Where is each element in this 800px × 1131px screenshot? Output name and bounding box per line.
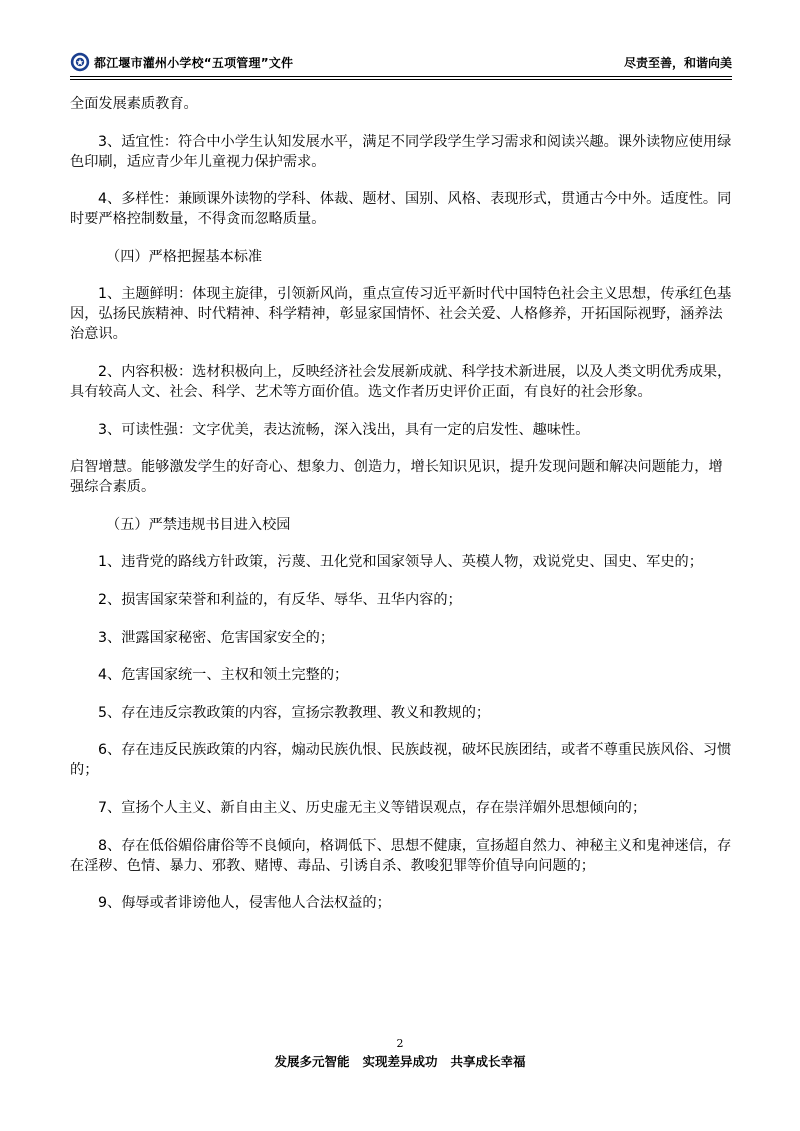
list-item: 2、损害国家荣誉和利益的，有反华、辱华、丑华内容的； — [98, 591, 462, 608]
paragraph: 4、多样性：兼顾课外读物的学科、体裁、题材、国别、风格、表现形式，贯通古今中外。适度性。同时要严格控制数量，不得贪而忽略质量。 — [70, 191, 732, 228]
list-item: 5、存在违反宗教政策的内容，宣扬宗教教理、教义和教规的； — [98, 704, 491, 721]
paragraph: 1、主题鲜明：体现主旋律，引领新风尚，重点宣传习近平新时代中国特色社会主义思想，传承红色基因，弘扬民族精神、时代精神、科学精神，彰显家国情怀、社会关爱、人格修养，开拓国际视野，涵养法治意识。 — [70, 286, 732, 343]
section-heading: （四）严格把握基本标准 — [106, 248, 263, 265]
list-item: 7、宣扬个人主义、新自由主义、历史虚无主义等错误观点，存在崇洋媚外思想倾向的； — [98, 799, 647, 816]
paragraph: 3、可读性强：文字优美，表达流畅，深入浅出，具有一定的启发性、趣味性。 — [98, 421, 590, 438]
list-item: 9、侮辱或者诽谤他人，侵害他人合法权益的； — [98, 895, 391, 912]
header-rule — [70, 76, 732, 77]
list-item: 1、违背党的路线方针政策，污蔑、丑化党和国家领导人、英模人物，戏说党史、国史、军史的； — [98, 554, 703, 571]
page-header — [70, 50, 732, 74]
section-heading: （五）严禁违规书目进入校园 — [106, 516, 291, 533]
school-motto: 尽责至善，和谐向美 — [623, 56, 732, 70]
document-body — [70, 94, 732, 931]
page-number: 2 — [396, 1037, 404, 1050]
paragraph: 全面发展素质教育。 — [70, 96, 198, 112]
paragraph: 启智增慧。能够激发学生的好奇心、想象力、创造力，增长知识见识，提升发现问题和解决问题能力，增强综合素质。 — [70, 459, 723, 496]
header-rule-thin — [70, 79, 732, 80]
list-item: 8、存在低俗媚俗庸俗等不良倾向，格调低下、思想不健康，宣扬超自然力、神秘主义和鬼神迷信，存在淫秽、色情、暴力、邪教、赌博、毒品、引诱自杀、教唆犯罪等价值导向问题的； — [70, 837, 732, 874]
school-logo-icon — [70, 52, 90, 72]
paragraph: 3、适宜性：符合中小学生认知发展水平，满足不同学段学生学习需求和阅读兴趣。课外读物应使用绿色印刷，适应青少年儿童视力保护需求。 — [70, 133, 732, 170]
paragraph: 2、内容积极：选材积极向上，反映经济社会发展新成就、科学技术新进展，以及人类文明优秀成果，具有较高人文、社会、科学、艺术等方面价值。选文作者历史评价正面，有良好的社会形象。 — [70, 363, 732, 400]
list-item: 6、存在违反民族政策的内容，煽动民族仇恨、民族歧视，破坏民族团结，或者不尊重民族风俗、习惯的； — [70, 742, 732, 779]
list-item: 4、危害国家统一、主权和领土完整的； — [98, 667, 349, 684]
footer-motto: 发展多元智能 实现差异成功 共享成长幸福 — [274, 1054, 526, 1069]
school-document-title: 都江堰市灌州小学校“五项管理”文件 — [94, 56, 294, 70]
list-item: 3、泄露国家秘密、危害国家安全的； — [98, 629, 335, 646]
